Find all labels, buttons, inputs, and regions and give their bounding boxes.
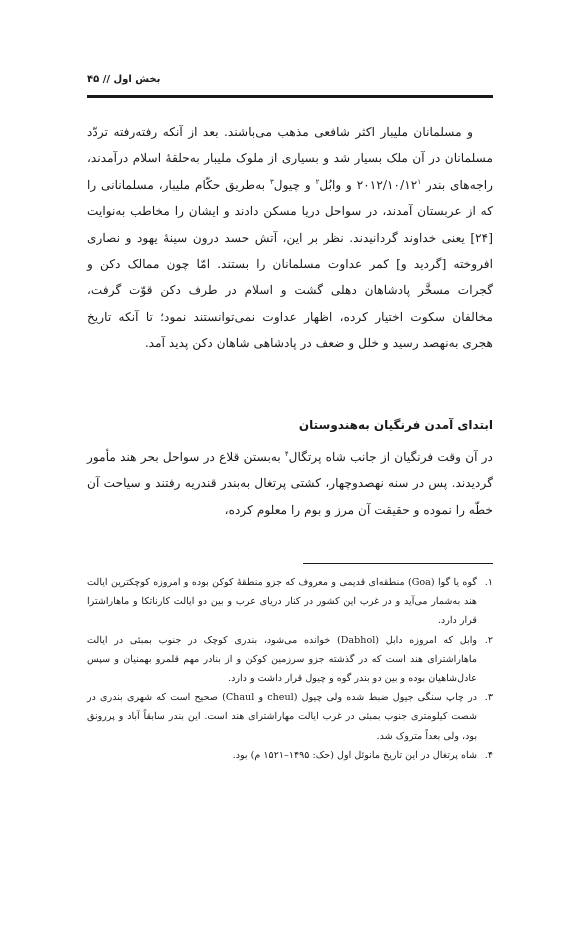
section-heading: ابتدای آمدن فرنگیان به‌هندوستان <box>298 418 493 432</box>
running-head: بخش اول // ۴۵ <box>87 74 161 85</box>
text-line: و مسلمانان ملیبار اکثر شافعی مذهب می‌باشند. بعد از آنکه رفته‌رفته <box>113 125 474 139</box>
footnote-number: ۳. <box>484 692 493 704</box>
footnotes <box>87 573 493 765</box>
text-line: در آن وقت فرنگیان از جانب شاه پرتگال <box>288 450 493 464</box>
footnote-text: در چاپ سنگی جیول ضبط شده ولی چیول (cheul و Chaul) صحیح است که شهری بندری در شصت کیلومتری جنوب بمبئی در غرب ایالت مهاراشترای هند است. این بندر سابقاً آباد و پررونق بود، ولی بعداً متروک شد. <box>87 692 477 742</box>
footnote <box>87 631 493 689</box>
footnote-separator <box>303 563 493 564</box>
footnote-text: شاه پرتغال در این تاریخ مانوئل اول (حک: ۱۴۹۵–۱۵۲۱ م) بود. <box>232 749 477 761</box>
text-line: پادشاهان دهلی گشت و اسلام در طرف دکن قوّت گرفت، مخالفان <box>87 283 493 324</box>
footnote-text: گوه یا گوا (Goa) منطقه‌ای قدیمی و معروف که جزو منطقهٔ کوکن بوده و امروزه کوچکترین ایالت هند به‌شمار می‌آید و در غرب این کشور در کنار دریای عرب و بین دو ایالت کارناتکا و ماهاراشترا قرار دارد. <box>87 577 477 627</box>
text-line: به‌بستن قلاع در سواحل بحر <box>140 450 285 464</box>
text-line: سکوت اختیار کرده، اظهار عداوت نمی‌توانستند نمود؛ تا آنکه تاریخ <box>87 309 446 324</box>
text-line: حکّام ملیبار، مسلمانانی را که از عربستان آمدند، در سواحل دریا مسکن <box>87 177 493 219</box>
text-line: و چیول <box>273 177 316 192</box>
text-line: عداوت مسلمانان را بستند. امّا چون ممالک دکن و گجرات مسخَّر <box>87 257 494 298</box>
text-line: هند مأمور گردیدند. پس در سنه نهصدوچهار، کشتی پرتغال به‌بندر قندریه <box>87 450 493 491</box>
footnote-marker: ۲ <box>315 177 320 186</box>
text-line: رفتند و سیاحت آن خطّه را نموده و حقیقت آن مرز و بوم را معلوم کرده، <box>87 476 493 517</box>
footnote-marker: ۱ <box>417 177 422 186</box>
text-line: دادند و ایشان را مخاطب به‌نوایت [۲۴] یعنی خداوند گردانیدند. نظر بر <box>87 204 493 245</box>
footnote-number: ۲. <box>484 634 493 646</box>
text-line: به‌طریق <box>225 177 270 192</box>
footnote <box>87 573 493 631</box>
footnote-text: وابل که امروزه دابل (Dabhol) خوانده می‌شود، بندری کوچک در جنوب بمبئی در ایالت ماهاراشترای هند است که در گذشته جزو سرزمین کوکن و از بنادر مهم قلمرو بهمنیان و سپس عادل‌شاهیان بوده و بین دو بندر گوه و چیول قرار داشت و دارد. <box>87 634 477 685</box>
section-paragraph <box>87 444 493 523</box>
main-paragraph <box>87 119 493 357</box>
text-line: هجری به‌نهصد رسید و خلل و ضعف در پادشاهی شاهان دکن پدید آمد. <box>144 336 493 351</box>
footnote-marker: ۳ <box>269 177 274 186</box>
text-line: و وابُل <box>319 177 357 192</box>
text-line: این، آتش حسد درون سینهٔ یهود و نصاری افروخته [گردید و] کمر <box>87 230 494 272</box>
footnote-marker: ۴ <box>284 449 289 458</box>
footnote <box>87 688 493 746</box>
footnote <box>87 746 493 765</box>
text-line: اسلام درآمدند، راجه‌های بندر ۲۰۱۲/۱۰/۱۲ <box>87 151 494 192</box>
header-rule <box>87 95 493 98</box>
text-line: تردّد مسلمانان در آن ملک بسیار شد و بسیاری از ملوک ملیبار به‌حلقهٔ <box>87 125 494 166</box>
footnote-number: ۴. <box>484 749 493 761</box>
footnote-number: ۱. <box>484 577 493 588</box>
